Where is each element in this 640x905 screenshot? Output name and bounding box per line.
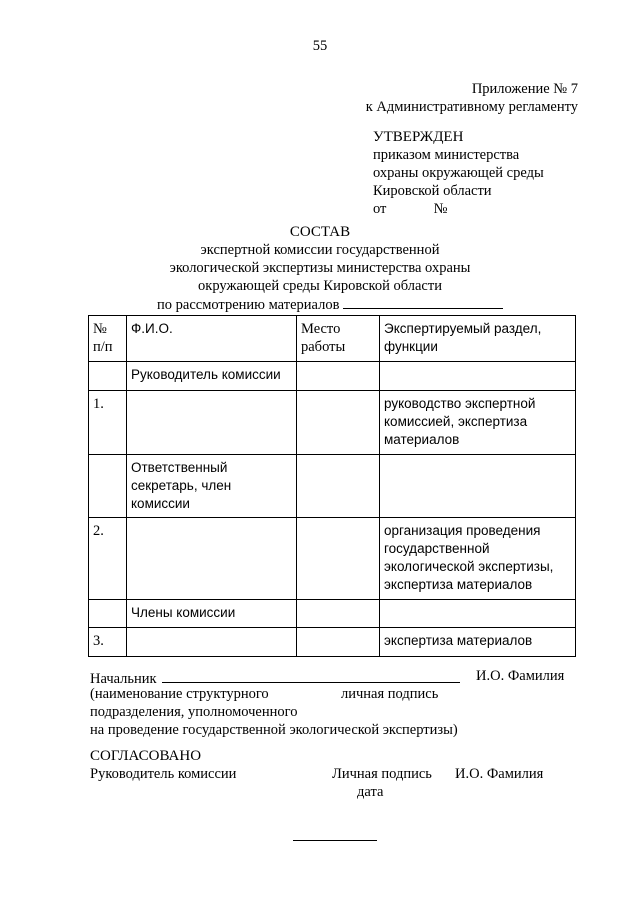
heading-last-line <box>157 294 503 314</box>
chief-name: И.О. Фамилия <box>476 668 565 684</box>
table-row <box>89 362 576 391</box>
heading-last-line-text: по рассмотрению материалов <box>157 297 340 313</box>
page-number: 55 <box>312 38 328 54</box>
cell-section <box>380 600 576 628</box>
cell-name <box>127 628 297 657</box>
heading-line-1: экспертной комиссии государственной <box>200 242 440 258</box>
heading-title: СОСТАВ <box>289 224 351 240</box>
footer-separator <box>293 840 377 841</box>
appendix-line-2: к Административному регламенту <box>365 99 578 115</box>
cell-name <box>127 518 297 600</box>
appendix-line-1: Приложение № 7 <box>471 81 578 97</box>
agreed-role: Руководитель комиссии <box>90 766 237 782</box>
chief-note-line-3: на проведение государственной экологической экспертизы) <box>90 722 458 738</box>
chief-signature-line <box>90 668 460 688</box>
table-header-row <box>89 316 576 362</box>
cell-section: экспертиза материалов <box>380 628 576 657</box>
approval-line-3: Кировской области <box>373 183 492 199</box>
chief-label: Начальник <box>90 671 157 687</box>
table-row <box>89 600 576 628</box>
cell-number: 1. <box>89 391 127 455</box>
approval-title: УТВЕРЖДЕН <box>373 129 464 145</box>
approval-date-label: от <box>373 201 387 217</box>
agreed-date-label: дата <box>357 784 384 800</box>
materials-blank-line <box>343 294 503 309</box>
agreed-name: И.О. Фамилия <box>455 766 544 782</box>
cell-section <box>380 362 576 391</box>
cell-name: Ответственный секретарь, член комиссии <box>127 455 297 518</box>
table-row <box>89 518 576 600</box>
cell-name <box>127 391 297 455</box>
cell-name: Члены комиссии <box>127 600 297 628</box>
chief-note-line-1: (наименование структурного <box>90 686 269 702</box>
commission-table <box>88 315 576 657</box>
approval-line-1: приказом министерства <box>373 147 520 163</box>
cell-workplace <box>297 455 380 518</box>
header-number: № п/п <box>89 316 127 362</box>
header-name: Ф.И.О. <box>127 316 297 362</box>
cell-number <box>89 362 127 391</box>
cell-number: 2. <box>89 518 127 600</box>
cell-section <box>380 455 576 518</box>
table-row <box>89 455 576 518</box>
approval-date-line <box>373 201 448 218</box>
heading-line-3: окружающей среды Кировской области <box>198 278 442 294</box>
approval-number-label: № <box>433 201 448 217</box>
agreed-signature-label: Личная подпись <box>332 766 432 782</box>
cell-name: Руководитель комиссии <box>127 362 297 391</box>
table-row <box>89 391 576 455</box>
cell-section: руководство экспертной комиссией, экспертиза материалов <box>380 391 576 455</box>
approval-line-2: охраны окружающей среды <box>373 165 544 181</box>
cell-number <box>89 600 127 628</box>
agreed-title: СОГЛАСОВАНО <box>90 748 202 764</box>
chief-signature-label: личная подпись <box>341 686 439 702</box>
heading-line-2: экологической экспертизы министерства охраны <box>169 260 471 276</box>
chief-blank-line <box>162 668 460 683</box>
cell-workplace <box>297 600 380 628</box>
cell-workplace <box>297 628 380 657</box>
cell-number <box>89 455 127 518</box>
chief-note-line-2: подразделения, уполномоченного <box>90 704 298 720</box>
header-section: Экспертируемый раздел, функции <box>380 316 576 362</box>
table-row <box>89 628 576 657</box>
cell-workplace <box>297 362 380 391</box>
cell-section: организация проведения государственной экологической экспертизы, экспертиза материалов <box>380 518 576 600</box>
cell-number: 3. <box>89 628 127 657</box>
header-workplace: Место работы <box>297 316 380 362</box>
cell-workplace <box>297 518 380 600</box>
cell-workplace <box>297 391 380 455</box>
